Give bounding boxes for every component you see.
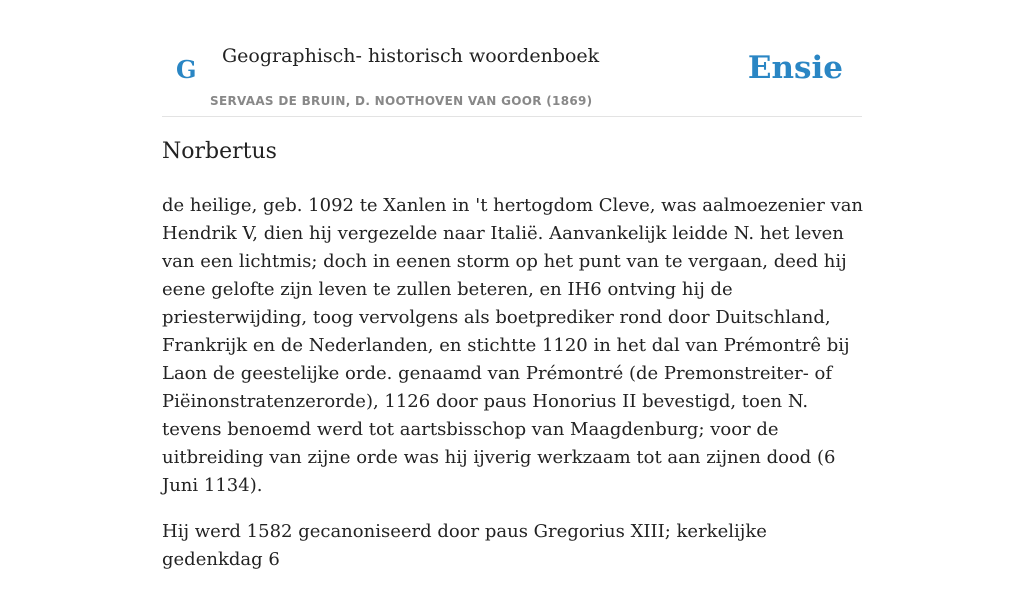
dictionary-header [162,0,862,117]
entry-paragraph: Hij werd 1582 gecanoniseerd door paus Gregorius XIII; kerkelijke gedenkdag 6 [162,521,767,570]
entry-title: Norbertus [162,139,277,164]
dictionary-authors: SERVAAS DE BRUIN, D. NOOTHOVEN VAN GOOR (1869) [210,94,593,108]
entry-body [162,192,867,592]
dictionary-title-link[interactable]: Geographisch- historisch woordenboek [222,45,600,67]
dictionary-logo-letter[interactable]: G [176,55,197,84]
entry-paragraph: de heilige, geb. 1092 te Xanlen in 't hertogdom Cleve, was aalmoezenier van Hendrik V, dien hij vergezelde naar Italië. Aanvankelijk leidde N. het leven van een lichtmis; doch in eenen storm op het punt van te vergaan, deed hij eene gelofte zijn leven te zullen beteren, en IH6 ontving hij de priesterwijding, toog vervolgens als boetprediker rond door Duitschland, Frankrijk en de Nederlanden, en stichtte 1120 in het dal van Prémontrê bij Laon de geestelijke orde. genaamd van Prémontré (de Premonstreiter- of Piëinonstratenzerorde), 1126 door paus Honorius II bevestigd, toen N. tevens benoemd werd tot aartsbisschop van Maagdenburg; voor de uitbreiding van zijne orde was hij ijverig werkzaam tot aan zijnen dood (6 Juni 1134). [162,195,864,496]
ensie-brand-logo[interactable]: Ensie [747,50,843,86]
